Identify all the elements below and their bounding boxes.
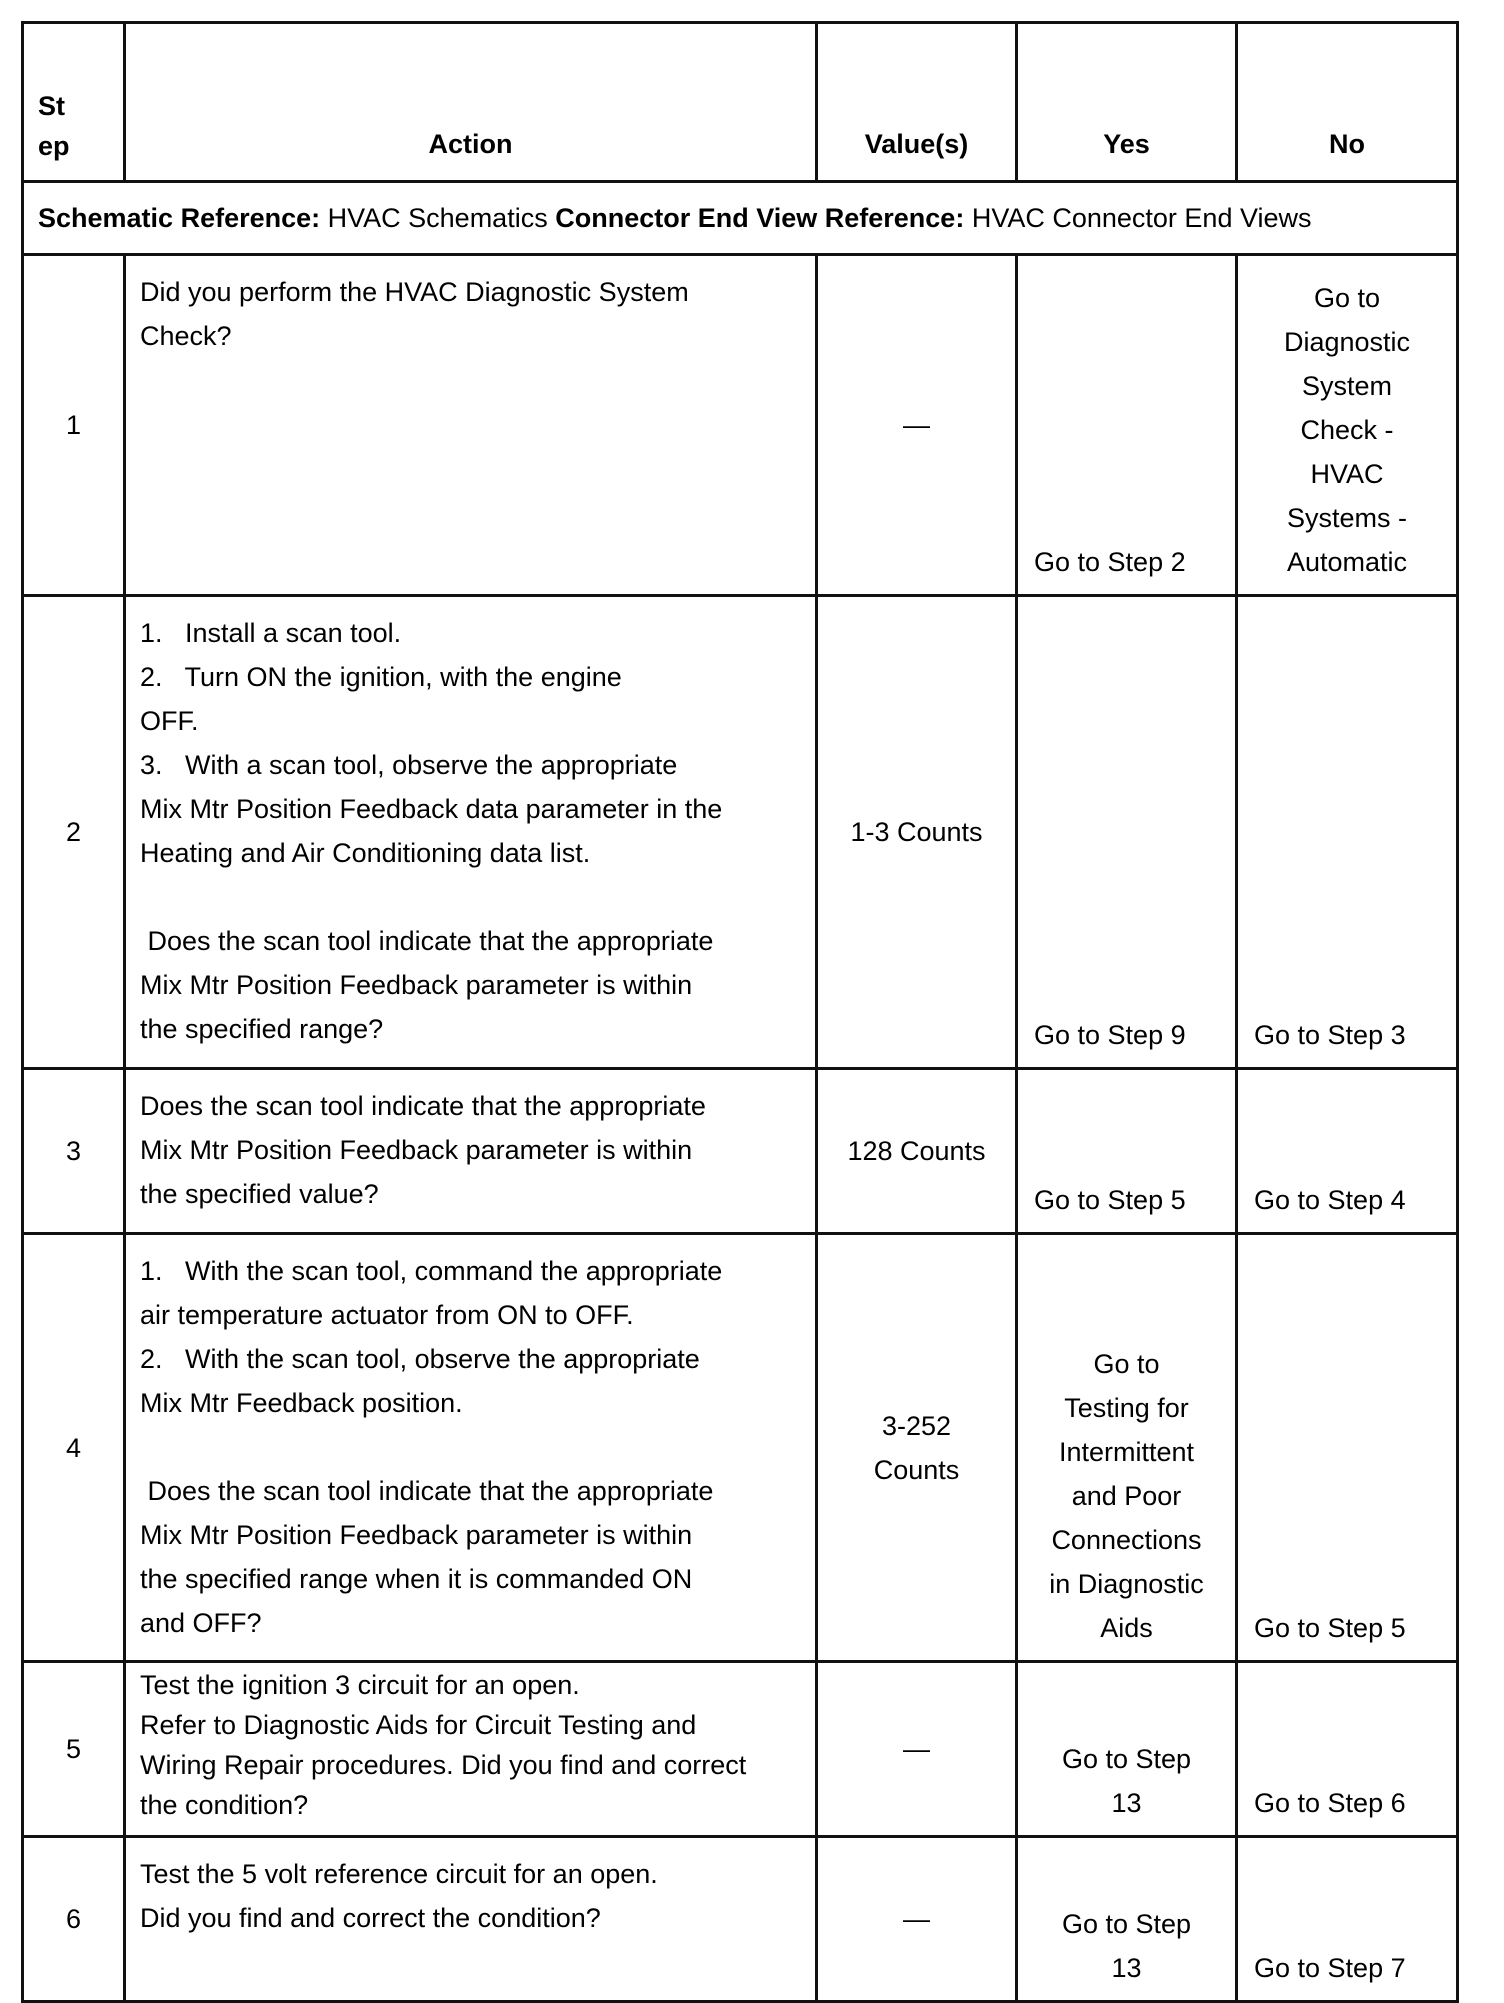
header-action: Action (125, 23, 817, 182)
step-number: 3 (23, 1069, 125, 1234)
table-row (23, 1234, 1458, 1662)
yes-cell[interactable]: Go to Step 13 (1017, 1662, 1237, 1837)
step-number: 1 (23, 255, 125, 596)
yes-cell[interactable]: Go to Step 5 (1017, 1069, 1237, 1234)
value-cell: 128 Counts (817, 1069, 1017, 1234)
step-number: 5 (23, 1662, 125, 1837)
header-step: St ep (23, 23, 125, 182)
yes-cell[interactable]: Go to Step 13 (1017, 1837, 1237, 2002)
table-row (23, 255, 1458, 596)
value-cell: 1-3 Counts (817, 596, 1017, 1069)
action-cell: Test the ignition 3 circuit for an open. Refer to Diagnostic Aids for Circuit Testing and Wiring Repair procedures. Did you find and correct the condition? (125, 1662, 817, 1837)
header-row (23, 23, 1458, 182)
action-cell: Test the 5 volt reference circuit for an open. Did you find and correct the condition? (125, 1837, 817, 2002)
yes-cell[interactable]: Go to Testing for Intermittent and Poor Connections in Diagnostic Aids (1017, 1234, 1237, 1662)
step-number: 4 (23, 1234, 125, 1662)
table-row (23, 1837, 1458, 2002)
yes-cell[interactable]: Go to Step 2 (1017, 255, 1237, 596)
table-row (23, 1069, 1458, 1234)
no-cell[interactable]: Go to Step 5 (1237, 1234, 1458, 1662)
value-cell: — (817, 1837, 1017, 2002)
value-cell: — (817, 1662, 1017, 1837)
header-no: No (1237, 23, 1458, 182)
connector-reference-link[interactable]: HVAC Connector End Views (964, 203, 1312, 233)
action-cell: Did you perform the HVAC Diagnostic System Check? (125, 255, 817, 596)
connector-reference-label: Connector End View Reference: (555, 203, 965, 233)
no-cell[interactable]: Go to Step 7 (1237, 1837, 1458, 2002)
table-row (23, 596, 1458, 1069)
action-cell: Does the scan tool indicate that the appropriate Mix Mtr Position Feedback parameter is within the specified value? (125, 1069, 817, 1234)
action-cell: 1. Install a scan tool. 2. Turn ON the ignition, with the engine OFF. 3. With a scan tool, observe the appropriate Mix Mtr Position Feedback data parameter in the Heating and Air Conditioning data list. Does the scan tool indicate that the appropriate Mix Mtr Position Feedback parameter is within the specified range? (125, 596, 817, 1069)
header-value: Value(s) (817, 23, 1017, 182)
value-cell: — (817, 255, 1017, 596)
schematic-reference-link[interactable]: HVAC Schematics (320, 203, 556, 233)
no-cell[interactable]: Go to Diagnostic System Check - HVAC Systems - Automatic (1237, 255, 1458, 596)
diagnostic-table (21, 21, 1459, 2003)
yes-cell[interactable]: Go to Step 9 (1017, 596, 1237, 1069)
step-number: 6 (23, 1837, 125, 2002)
no-cell[interactable]: Go to Step 3 (1237, 596, 1458, 1069)
table-row (23, 1662, 1458, 1837)
action-cell: 1. With the scan tool, command the appropriate air temperature actuator from ON to OFF. 2. With the scan tool, observe the appropriate Mix Mtr Feedback position. Does the scan tool indicate that the appropriate Mix Mtr Position Feedback parameter is within the specified range when it is commanded ON and OFF? (125, 1234, 817, 1662)
reference-row (23, 182, 1458, 255)
step-number: 2 (23, 596, 125, 1069)
no-cell[interactable]: Go to Step 4 (1237, 1069, 1458, 1234)
value-cell: 3-252 Counts (817, 1234, 1017, 1662)
no-cell[interactable]: Go to Step 6 (1237, 1662, 1458, 1837)
header-yes: Yes (1017, 23, 1237, 182)
schematic-reference-label: Schematic Reference: (38, 203, 321, 233)
reference-cell (23, 182, 1458, 255)
